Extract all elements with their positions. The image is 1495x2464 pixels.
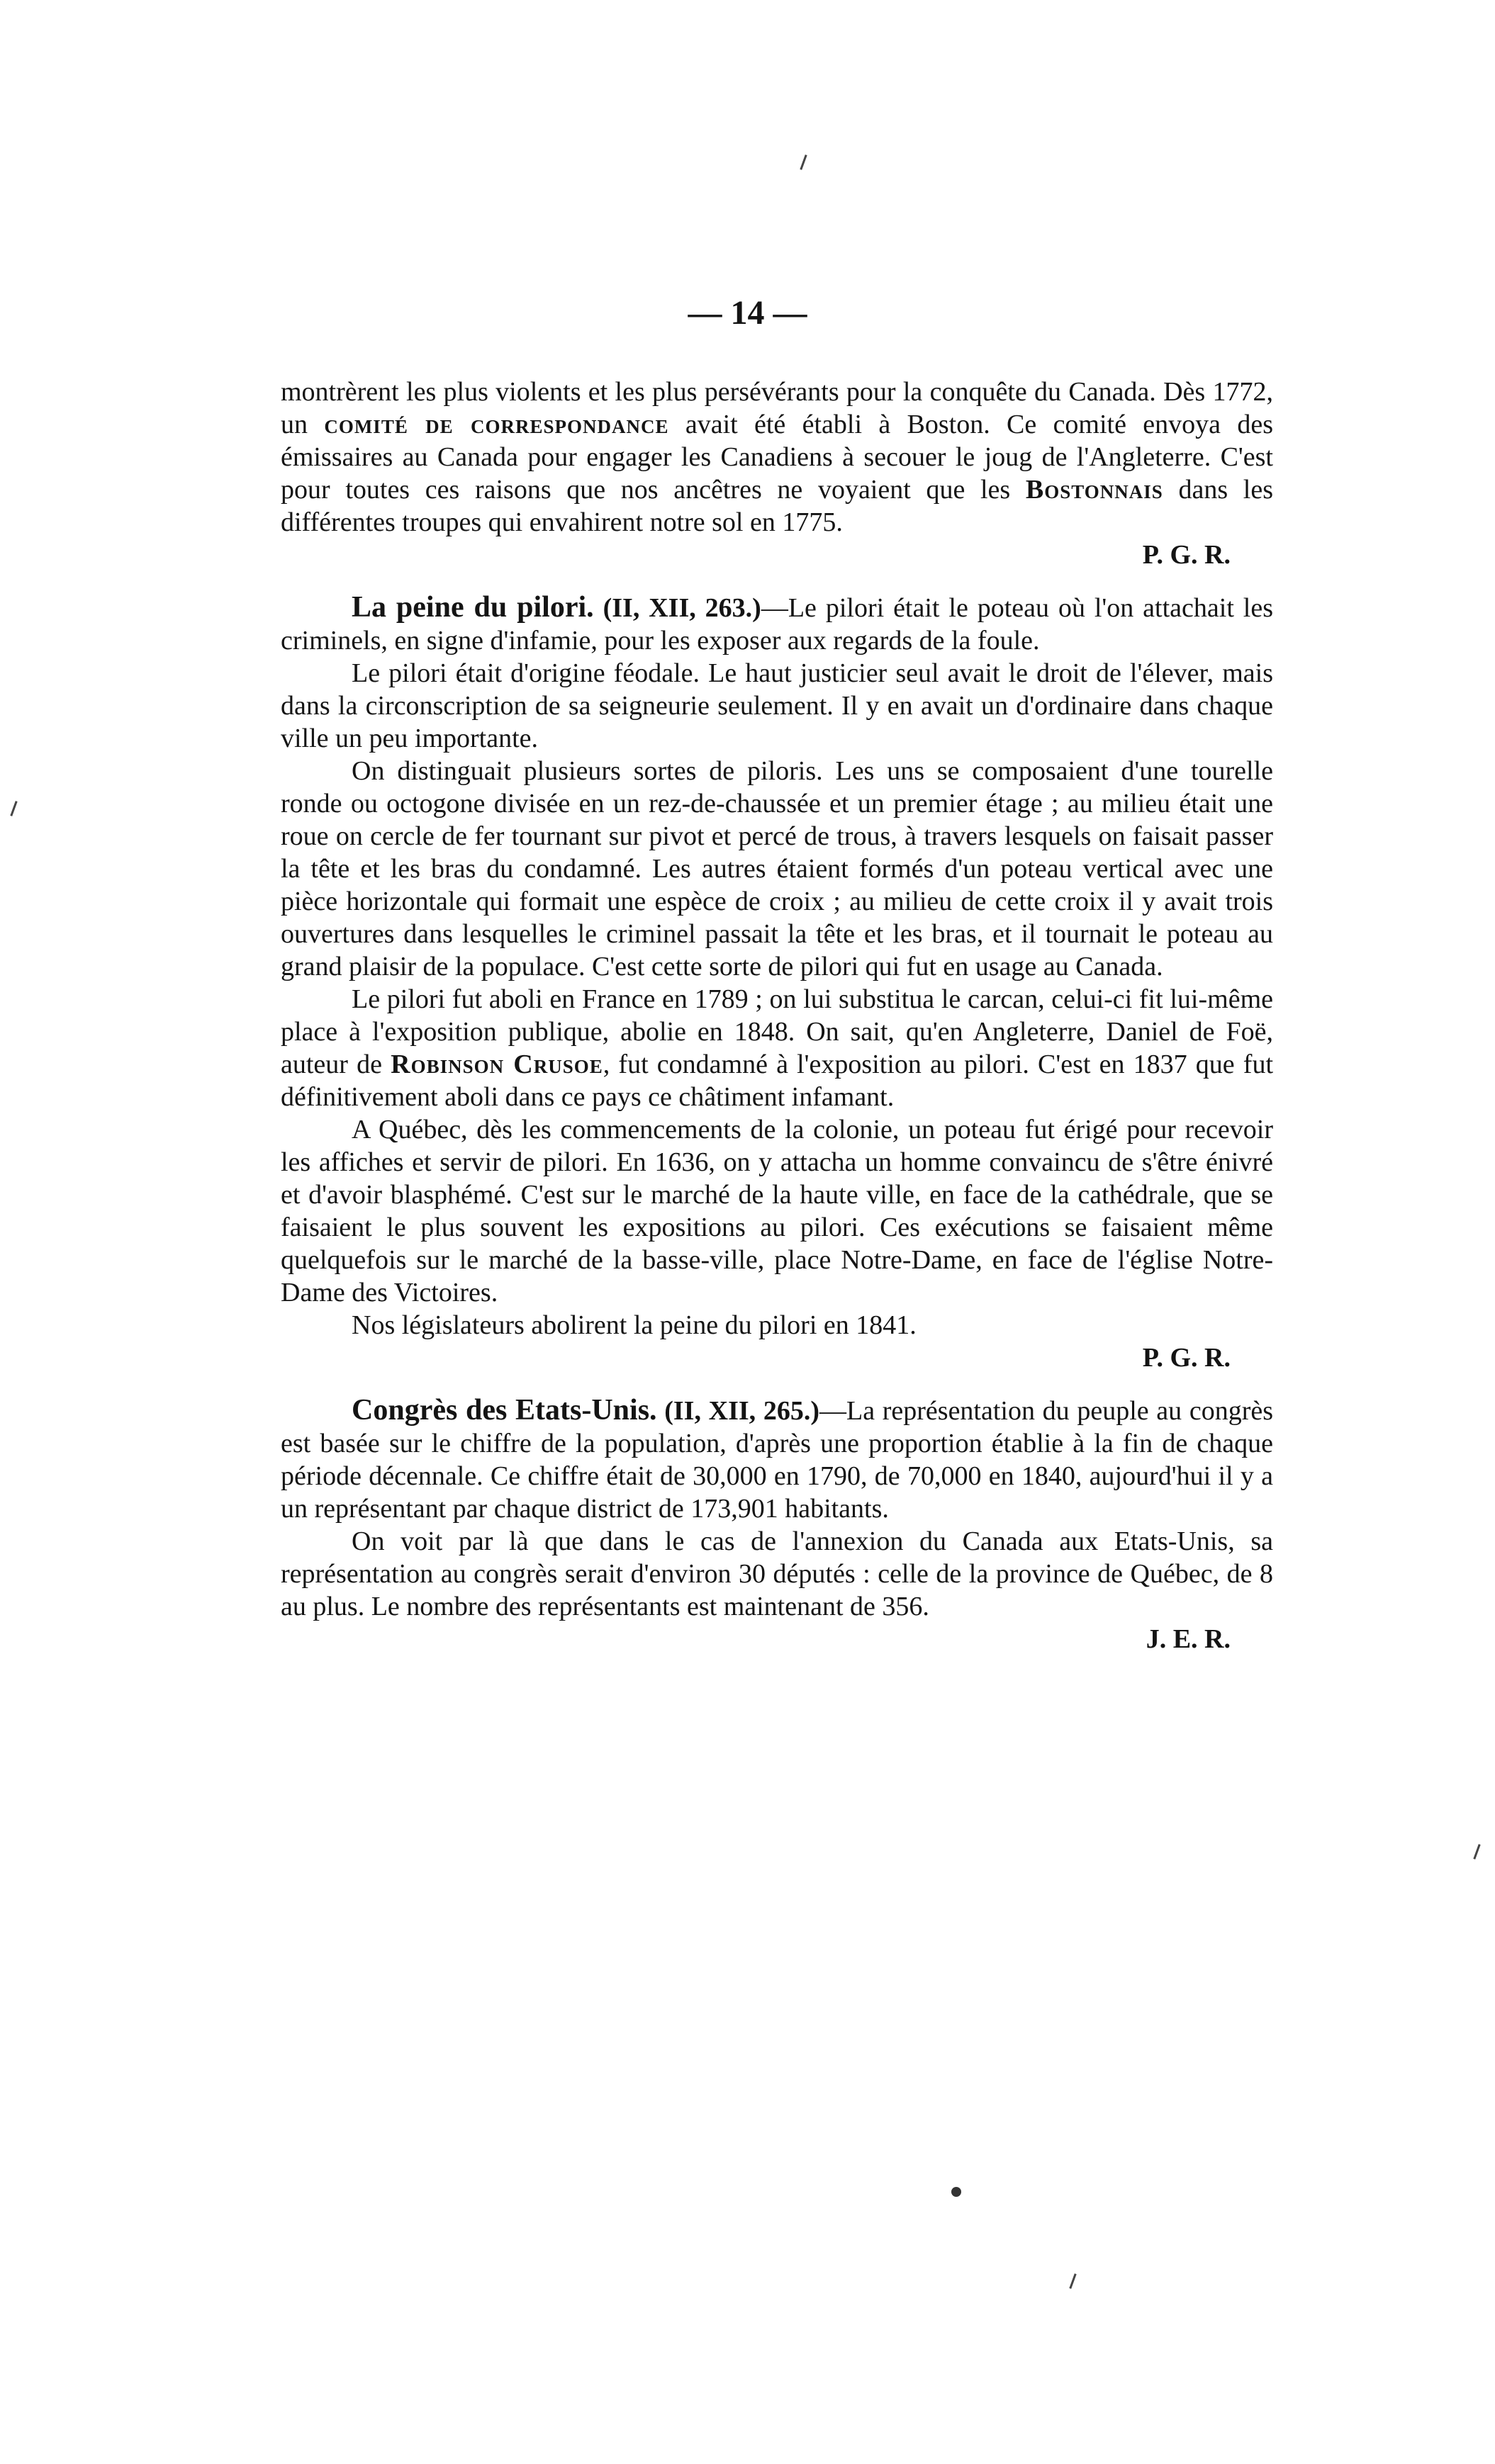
pilori-reference: (II, XII, 263.) xyxy=(593,593,761,623)
congres-paragraph: On voit par là que dans le cas de l'annexion du Canada aux Etats-Unis, sa représentation au congrès serait d'environ 30 députés : celle de la province de Québec, de 8 au plus. Le nombre des représentants est maintenant de 356. xyxy=(281,1526,1273,1621)
congres-section xyxy=(281,1394,1273,1655)
pilori-lead-paragraph xyxy=(281,591,1273,657)
congres-signature: J. E. R. xyxy=(1146,1624,1231,1654)
intro-text-3: dans les différentes troupes qui envahirent notre sol en 1775. xyxy=(281,475,1273,537)
abolition-text-1: Le pilori fut aboli en France en 1789 ; on lui substitua le carcan, celui-ci fit lui-même place à l'exposition publique, abolie en 1848. On sait, qu'en Angleterre, Daniel de Foë, auteur de xyxy=(281,984,1273,1079)
text-column xyxy=(281,376,1273,1655)
pilori-paragraph-abolition xyxy=(281,983,1273,1113)
scan-speck xyxy=(951,2187,961,2197)
abolition-smallcaps: Robinson Crusoe xyxy=(391,1050,603,1079)
pilori-paragraph-quebec: A Québec, dès les commencements de la colonie, un poteau fut érigé pour recevoir les affiches et servir de pilori. En 1636, on y attacha un homme convaincu de s'être énivré et d'avoir blasphémé. C'est sur le marché de la haute ville, en face de la cathédrale, que se faisaient le plus souvent les expositions au pilori. Ces exécutions se faisaient même quelquefois sur le marché de la basse-ville, place Notre-Dame, en face de l'église Notre-Dame des Victoires. xyxy=(281,1115,1273,1307)
pilori-section xyxy=(281,591,1273,1374)
intro-paragraph xyxy=(281,376,1273,539)
congres-lead-text: —La représentation du peuple au congrès est basée sur le chiffre de la population, d'après une proportion établie à la fin de chaque période décennale. Ce chiffre était de 30,000 en 1790, de 70,000 en 1840, aujourd'hui il y a un représentant par chaque district de 173,901 habitants. xyxy=(281,1396,1274,1524)
pilori-title: La peine du pilori. xyxy=(352,591,594,624)
intro-text-1: montrèrent les plus violents et les plus persévérants pour la conquête du Canada. Dès 1772, un xyxy=(281,377,1273,439)
scan-mark xyxy=(1473,1844,1480,1860)
intro-smallcaps-2: Bostonnais xyxy=(1025,475,1163,505)
scan-mark xyxy=(1069,2273,1076,2289)
intro-text-2: avait été établi à Boston. Ce comité envoya des émissaires au Canada pour engager les Canadiens à secouer le joug de l'Angleterre. C'est pour toutes ces raisons que nos ancêtres ne voyaient que les xyxy=(281,410,1274,505)
congres-lead-paragraph xyxy=(281,1394,1273,1525)
scan-mark xyxy=(10,801,17,816)
congres-title: Congrès des Etats-Unis. xyxy=(352,1394,657,1427)
intro-signature: P. G. R. xyxy=(1142,540,1231,570)
pilori-paragraph-origin: Le pilori était d'origine féodale. Le haut justicier seul avait le droit de l'élever, mais dans la circonscription de sa seigneurie seulement. Il y en avait un d'ordinaire dans chaque ville un peu importante. xyxy=(281,658,1273,753)
abolition-text-2: , fut condamné à l'exposition au pilori. C'est en 1837 que fut définitivement aboli dans ce pays ce châtiment infamant. xyxy=(281,1050,1274,1112)
pilori-paragraph-final: Nos législateurs abolirent la peine du pilori en 1841. xyxy=(352,1310,917,1340)
scan-mark xyxy=(800,154,807,170)
pilori-signature: P. G. R. xyxy=(1142,1343,1231,1373)
pilori-lead-text: —Le pilori était le poteau où l'on attachait les criminels, en signe d'infamie, pour les exposer aux regards de la foule. xyxy=(281,593,1274,656)
page-number: — 14 — xyxy=(688,294,807,332)
intro-smallcaps-1: comité de correspondance xyxy=(324,410,669,439)
pilori-paragraph-types: On distinguait plusieurs sortes de piloris. Les uns se composaient d'une tourelle ronde ou octogone divisée en un rez-de-chaussée et un premier étage ; au milieu était une roue on cercle de fer tournant sur pivot et percé de trous, à travers lesquels on faisait passer la tête et les bras du condamné. Les autres étaient formés d'un poteau vertical avec une pièce horizontale qui formait une espèce de croix ; au milieu de cette croix il y avait trois ouvertures dans lesquelles le criminel passait la tête et les bras, et il tournait le poteau au grand plaisir de la populace. C'est cette sorte de pilori qui fut en usage au Canada. xyxy=(281,756,1273,981)
congres-reference: (II, XII, 265.) xyxy=(656,1396,819,1426)
